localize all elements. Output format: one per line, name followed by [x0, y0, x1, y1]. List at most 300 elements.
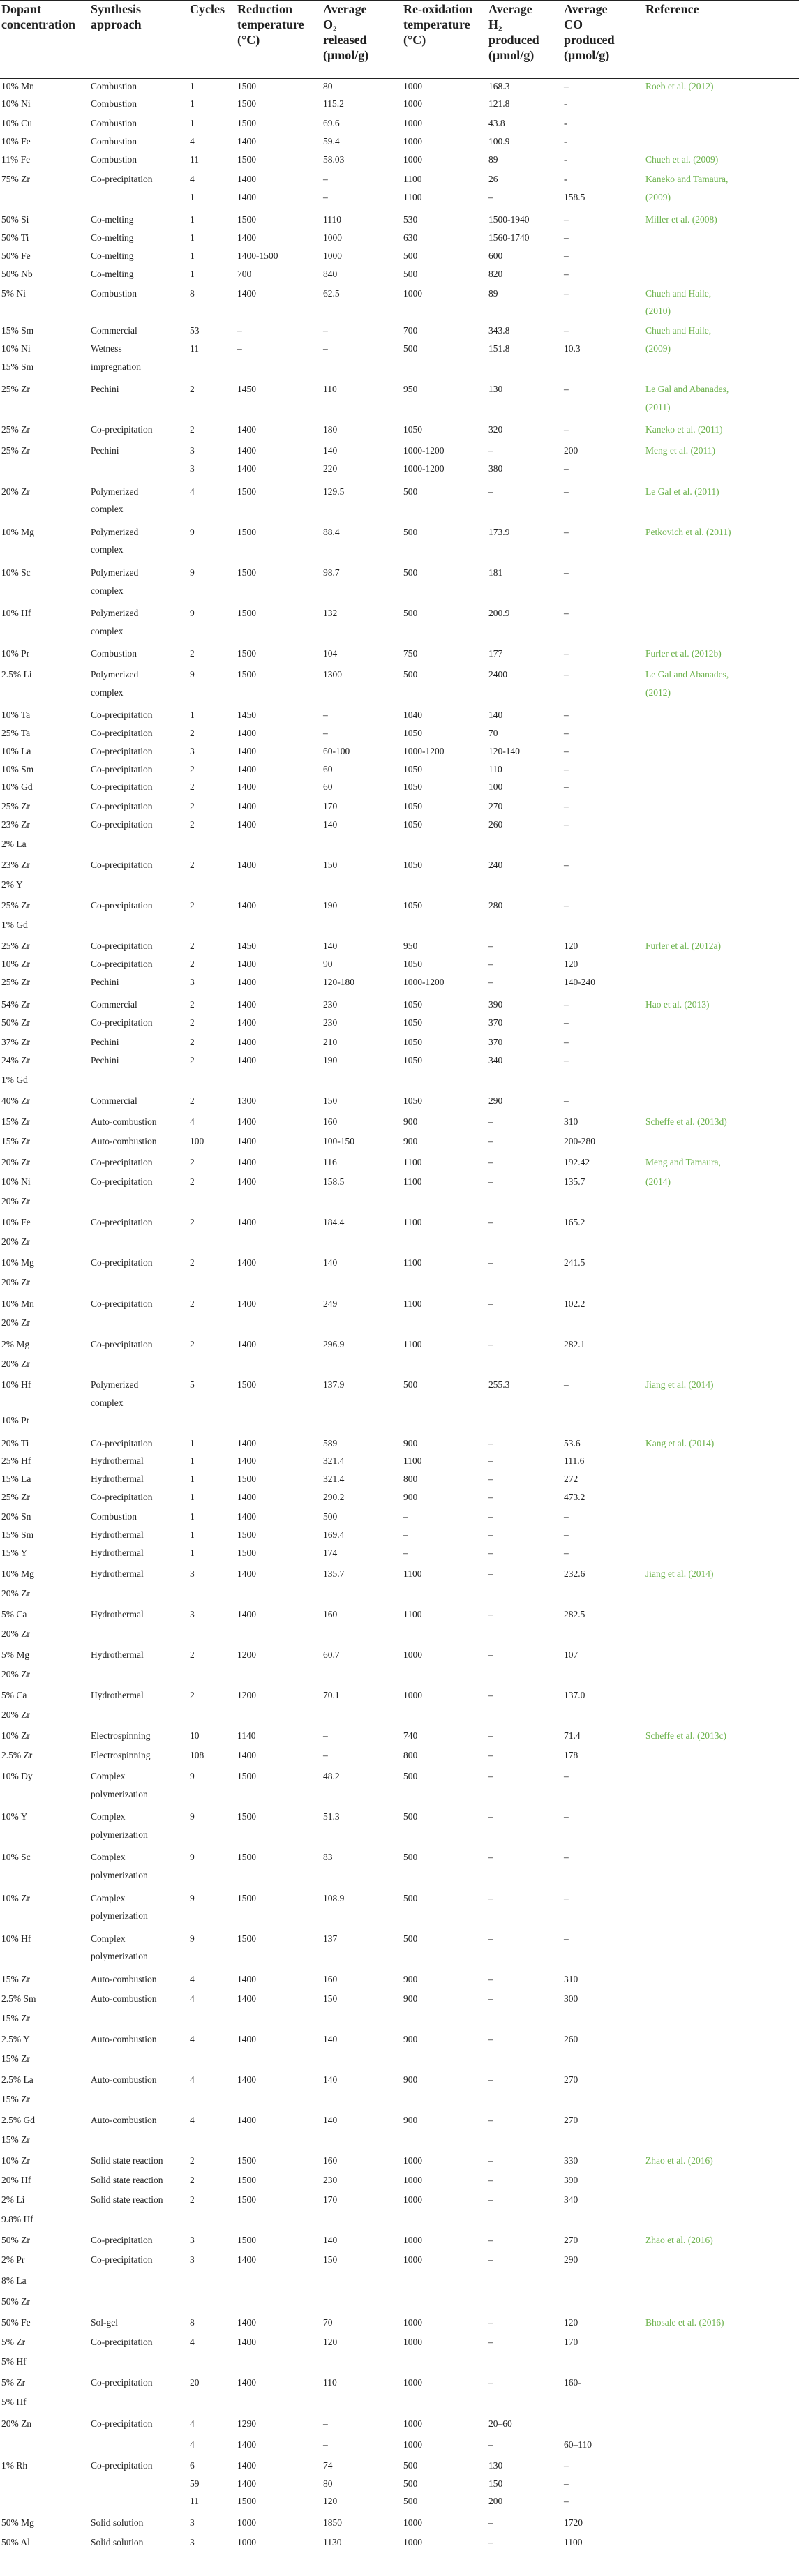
- table-cell-o2: 60.7: [323, 1649, 340, 1660]
- table-cell-synth: Hydrothermal: [91, 1529, 144, 1540]
- table-cell-reox: 500: [403, 669, 418, 680]
- table-cell-red: 1400: [237, 424, 256, 435]
- table-cell-synth: Co-precipitation: [91, 746, 153, 756]
- table-cell-co: 10.3: [564, 343, 581, 354]
- table-cell-cyc: 11: [190, 343, 199, 354]
- table-cell-synth: Wetness: [91, 343, 122, 354]
- table-cell-red: 1400: [237, 1157, 256, 1167]
- table-cell-reox: 1000: [403, 2418, 422, 2429]
- column-header-co: (μmol/g): [564, 48, 610, 62]
- table-cell-o2: 90: [323, 959, 333, 969]
- table-cell-reox: 500: [403, 486, 418, 497]
- table-cell-co: –: [564, 2478, 569, 2489]
- table-cell-red: 1500: [237, 2194, 256, 2205]
- table-cell-reox: 1050: [403, 764, 422, 774]
- table-cell-o2: 137: [323, 1933, 338, 1944]
- table-cell-cyc: 4: [190, 1116, 195, 1127]
- table-cell-red: 1500: [237, 1529, 256, 1540]
- table-cell-red: 1500: [237, 2235, 256, 2245]
- table-cell-h2: 110: [488, 764, 502, 774]
- table-cell-o2: 184.4: [323, 1217, 345, 1227]
- table-cell-o2: 321.4: [323, 1455, 345, 1466]
- table-cell-o2: –: [323, 325, 328, 336]
- table-cell-co: –: [564, 1529, 569, 1540]
- table-cell-co: 53.6: [564, 1438, 581, 1448]
- table-cell-cyc: 1: [190, 214, 195, 225]
- table-cell-reox: 1050: [403, 1055, 422, 1065]
- table-cell-h2: 343.8: [488, 325, 510, 336]
- table-cell-reox: 1100: [403, 1298, 422, 1309]
- table-cell-red: 1400: [237, 1609, 256, 1619]
- reference-link[interactable]: Jiang et al. (2014): [645, 1379, 714, 1390]
- reference-link[interactable]: (2009): [645, 192, 671, 202]
- table-cell-h2: 1500-1940: [488, 214, 530, 225]
- table-cell-synth: polymerization: [91, 1951, 148, 1961]
- table-cell-reox: 500: [403, 250, 418, 261]
- table-cell-h2: 255.3: [488, 1379, 510, 1390]
- table-cell-red: 1500: [237, 608, 256, 618]
- table-cell-co: 158.5: [564, 192, 585, 202]
- table-cell-o2: 150: [323, 1095, 338, 1106]
- table-cell-co: –: [564, 1811, 569, 1822]
- table-cell-cyc: 9: [190, 567, 195, 578]
- table-cell-red: 1500: [237, 2155, 256, 2166]
- table-cell-co: 160-: [564, 2377, 581, 2388]
- table-cell-h2: –: [488, 1257, 493, 1268]
- table-cell-h2: 120-140: [488, 746, 520, 756]
- table-cell-cyc: 3: [190, 977, 195, 987]
- table-cell-reox: 1050: [403, 900, 422, 911]
- table-cell-cyc: 4: [190, 2074, 195, 2085]
- reference-link[interactable]: Petkovich et al. (2011): [645, 527, 731, 537]
- reference-link[interactable]: Zhao et al. (2016): [645, 2235, 713, 2245]
- table-cell-dopant: 50% Fe: [1, 250, 31, 261]
- reference-link[interactable]: (2012): [645, 687, 671, 698]
- table-cell-reox: –: [403, 1511, 408, 1522]
- table-cell-h2: 140: [488, 710, 503, 720]
- column-header-dopant: Dopant: [1, 2, 42, 16]
- table-cell-synth: Combustion: [91, 118, 137, 128]
- table-cell-co: 270: [564, 2235, 578, 2245]
- table-cell-dopant: 20% Zr: [1, 1588, 30, 1598]
- table-cell-h2: 370: [488, 1037, 503, 1047]
- table-cell-cyc: 2: [190, 1690, 195, 1700]
- table-cell-synth: Complex: [91, 1811, 126, 1822]
- table-cell-h2: –: [488, 1893, 493, 1903]
- table-cell-synth: Complex: [91, 1933, 126, 1944]
- table-cell-reox: 1000-1200: [403, 977, 445, 987]
- table-cell-cyc: 9: [190, 1811, 195, 1822]
- table-cell-dopant: 15% Zr: [1, 2053, 30, 2064]
- table-cell-synth: Pechini: [91, 977, 119, 987]
- table-cell-co: –: [564, 781, 569, 792]
- table-cell-cyc: 4: [190, 136, 195, 147]
- reference-link[interactable]: Furler et al. (2012b): [645, 648, 722, 659]
- table-cell-o2: 69.6: [323, 118, 340, 128]
- table-cell-h2: –: [488, 1116, 493, 1127]
- table-cell-synth: Solid state reaction: [91, 2194, 163, 2205]
- table-cell-o2: –: [323, 192, 328, 202]
- table-cell-reox: 500: [403, 1771, 418, 1781]
- table-cell-o2: 80: [323, 2478, 333, 2489]
- table-cell-synth: Co-precipitation: [91, 1339, 153, 1349]
- table-cell-co: 140-240: [564, 977, 595, 987]
- table-cell-red: 1450: [237, 384, 256, 394]
- table-cell-dopant: 10% Mg: [1, 1257, 34, 1268]
- reference-link[interactable]: Zhao et al. (2016): [645, 2155, 713, 2166]
- table-cell-reox: 800: [403, 1474, 418, 1484]
- table-cell-cyc: 53: [190, 325, 200, 336]
- table-cell-synth: Combustion: [91, 154, 137, 165]
- table-cell-co: 232.6: [564, 1568, 585, 1579]
- table-cell-o2: 170: [323, 801, 338, 811]
- table-cell-dopant: 50% Fe: [1, 2317, 31, 2328]
- table-cell-co: 60–110: [564, 2439, 592, 2450]
- table-cell-red: 1400: [237, 1298, 256, 1309]
- table-cell-o2: –: [323, 343, 328, 354]
- table-cell-h2: 89: [488, 288, 498, 299]
- reference-link[interactable]: Meng et al. (2011): [645, 445, 715, 456]
- column-header-reox: temperature: [403, 17, 470, 31]
- table-cell-synth: Combustion: [91, 1511, 137, 1522]
- table-cell-dopant: 2% La: [1, 839, 27, 849]
- table-cell-synth: Co-precipitation: [91, 2337, 153, 2347]
- table-cell-red: 1140: [237, 1730, 256, 1741]
- table-cell-synth: Co-precipitation: [91, 860, 153, 870]
- reference-link[interactable]: Scheffe et al. (2013d): [645, 1116, 727, 1127]
- table-cell-red: 1500: [237, 1548, 256, 1558]
- table-cell-synth: Co-melting: [91, 214, 134, 225]
- table-cell-synth: Combustion: [91, 288, 137, 299]
- table-cell-dopant: 2% Pr: [1, 2254, 25, 2265]
- table-cell-dopant: 10% Mg: [1, 527, 34, 537]
- table-cell-co: –: [564, 728, 569, 738]
- table-cell-h2: –: [488, 2115, 493, 2125]
- table-cell-cyc: 4: [190, 1993, 195, 2004]
- table-cell-dopant: 10% Zr: [1, 1730, 30, 1741]
- table-cell-o2: 129.5: [323, 486, 345, 497]
- table-cell-red: –: [237, 325, 242, 336]
- table-cell-red: 1500: [237, 1771, 256, 1781]
- table-cell-reox: 1050: [403, 801, 422, 811]
- table-cell-synth: Co-precipitation: [91, 2235, 153, 2245]
- table-cell-synth: Co-precipitation: [91, 1017, 153, 1028]
- table-cell-co: –: [564, 819, 569, 830]
- table-cell-reox: 1000: [403, 288, 422, 299]
- table-cell-h2: 151.8: [488, 343, 510, 354]
- table-cell-cyc: 6: [190, 2460, 195, 2471]
- table-cell-dopant: 15% Zr: [1, 2094, 30, 2104]
- table-cell-dopant: 2.5% Zr: [1, 1750, 33, 1760]
- table-cell-h2: 20–60: [488, 2418, 512, 2429]
- table-cell-synth: Auto-combustion: [91, 1136, 157, 1146]
- table-cell-h2: –: [488, 1933, 493, 1944]
- table-cell-h2: 177: [488, 648, 503, 659]
- table-cell-red: 1400: [237, 2034, 256, 2044]
- table-cell-synth: complex: [91, 626, 124, 636]
- table-cell-h2: 150: [488, 2478, 503, 2489]
- table-cell-dopant: 20% Zr: [1, 1628, 30, 1639]
- table-cell-red: 1400-1500: [237, 250, 278, 261]
- table-cell-h2: –: [488, 1974, 493, 1984]
- table-cell-h2: –: [488, 1852, 493, 1862]
- table-cell-cyc: 1: [190, 98, 195, 109]
- table-cell-co: -: [564, 98, 567, 109]
- reference-link[interactable]: Chueh et al. (2009): [645, 154, 719, 165]
- table-cell-h2: –: [488, 1511, 493, 1522]
- reference-link[interactable]: Le Gal and Abanades,: [645, 384, 729, 394]
- reference-link[interactable]: (2014): [645, 1176, 671, 1187]
- reference-link[interactable]: Le Gal et al. (2011): [645, 486, 719, 497]
- table-cell-synth: Polymerized: [91, 527, 139, 537]
- table-cell-co: 178: [564, 1750, 578, 1760]
- table-cell-red: 1000: [237, 2517, 256, 2528]
- table-cell-dopant: 20% Zr: [1, 1709, 30, 1720]
- table-cell-o2: 120: [323, 2337, 338, 2347]
- table-cell-co: –: [564, 1055, 569, 1065]
- table-cell-reox: 500: [403, 2478, 418, 2489]
- table-cell-o2: 110: [323, 384, 337, 394]
- table-cell-h2: –: [488, 1690, 493, 1700]
- table-cell-h2: –: [488, 1609, 493, 1619]
- table-cell-o2: –: [323, 2418, 328, 2429]
- table-cell-h2: –: [488, 1438, 493, 1448]
- reference-link[interactable]: Kang et al. (2014): [645, 1438, 715, 1448]
- table-cell-h2: 168.3: [488, 81, 510, 91]
- table-top-rule: [0, 0, 799, 1]
- table-cell-synth: Pechini: [91, 1037, 119, 1047]
- table-cell-dopant: 2.5% Y: [1, 2034, 30, 2044]
- column-header-reox: Re-oxidation: [403, 2, 472, 16]
- table-cell-h2: 70: [488, 728, 498, 738]
- table-cell-synth: Auto-combustion: [91, 1993, 157, 2004]
- table-cell-red: 1400: [237, 999, 256, 1010]
- table-cell-reox: 900: [403, 1116, 418, 1127]
- table-cell-o2: 108.9: [323, 1893, 345, 1903]
- table-cell-synth: Combustion: [91, 136, 137, 147]
- table-cell-dopant: 20% Zr: [1, 486, 30, 497]
- table-cell-synth: Co-precipitation: [91, 1217, 153, 1227]
- table-cell-reox: 1000: [403, 2377, 422, 2388]
- table-cell-o2: 137.9: [323, 1379, 345, 1390]
- table-cell-red: 1400: [237, 463, 256, 474]
- table-cell-dopant: 15% La: [1, 1474, 31, 1484]
- table-cell-red: 1400: [237, 959, 256, 969]
- table-cell-red: 1400: [237, 445, 256, 456]
- table-cell-cyc: 1: [190, 710, 195, 720]
- table-cell-o2: 132: [323, 608, 338, 618]
- reference-link[interactable]: (2010): [645, 306, 671, 316]
- table-cell-reox: 1100: [403, 1455, 422, 1466]
- table-cell-synth: Hydrothermal: [91, 1474, 144, 1484]
- table-cell-cyc: 2: [190, 900, 195, 911]
- table-cell-reox: 1000: [403, 2537, 422, 2547]
- table-cell-synth: Co-precipitation: [91, 959, 153, 969]
- table-cell-o2: 160: [323, 1609, 338, 1619]
- table-cell-dopant: 20% Ti: [1, 1438, 29, 1448]
- table-cell-synth: Polymerized: [91, 1379, 139, 1390]
- table-cell-co: 71.4: [564, 1730, 581, 1741]
- table-cell-dopant: 10% Dy: [1, 1771, 33, 1781]
- reference-link[interactable]: Kaneko et al. (2011): [645, 424, 723, 435]
- table-cell-co: 192.42: [564, 1157, 590, 1167]
- table-cell-co: –: [564, 2496, 569, 2506]
- table-cell-reox: 1000: [403, 2517, 422, 2528]
- table-cell-synth: Hydrothermal: [91, 1649, 144, 1660]
- table-cell-dopant: 9.8% Hf: [1, 2214, 33, 2224]
- table-cell-o2: 170: [323, 2194, 338, 2205]
- table-cell-dopant: 37% Zr: [1, 1037, 30, 1047]
- table-cell-reox: 1000: [403, 2254, 422, 2265]
- table-cell-cyc: 2: [190, 1176, 195, 1187]
- table-cell-red: 1400: [237, 1750, 256, 1760]
- reference-link[interactable]: Jiang et al. (2014): [645, 1568, 714, 1579]
- table-cell-synth: Auto-combustion: [91, 2034, 157, 2044]
- column-header-dopant: concentration: [1, 17, 75, 31]
- table-cell-h2: 820: [488, 269, 503, 279]
- table-cell-h2: –: [488, 959, 493, 969]
- table-cell-dopant: 10% Sc: [1, 1852, 31, 1862]
- table-cell-co: 1100: [564, 2537, 583, 2547]
- table-cell-reox: 1000: [403, 118, 422, 128]
- table-cell-h2: 200: [488, 2496, 503, 2506]
- table-cell-dopant: 1% Rh: [1, 2460, 28, 2471]
- table-cell-reox: 630: [403, 232, 418, 243]
- reference-link[interactable]: Meng and Tamaura,: [645, 1157, 721, 1167]
- table-cell-cyc: 2: [190, 801, 195, 811]
- table-cell-synth: Hydrothermal: [91, 1548, 144, 1558]
- table-cell-co: –: [564, 1548, 569, 1558]
- table-cell-o2: 1110: [323, 214, 341, 225]
- table-cell-reox: 1050: [403, 1017, 422, 1028]
- table-cell-co: –: [564, 232, 569, 243]
- table-cell-dopant: 20% Zn: [1, 2418, 32, 2429]
- reference-link[interactable]: Kaneko and Tamaura,: [645, 174, 729, 184]
- table-cell-h2: –: [488, 445, 493, 456]
- table-cell-red: 1000: [237, 2537, 256, 2547]
- table-cell-red: 1400: [237, 1492, 256, 1502]
- table-cell-reox: 800: [403, 1750, 418, 1760]
- table-cell-h2: 270: [488, 801, 503, 811]
- table-cell-dopant: 10% Hf: [1, 608, 31, 618]
- reference-link[interactable]: Chueh and Haile,: [645, 325, 712, 336]
- table-cell-o2: 1300: [323, 669, 342, 680]
- table-cell-red: 1200: [237, 1690, 256, 1700]
- table-cell-co: 120: [564, 2317, 578, 2328]
- reference-link[interactable]: Chueh and Haile,: [645, 288, 712, 299]
- table-cell-cyc: 2: [190, 1017, 195, 1028]
- table-cell-dopant: 10% Zr: [1, 2155, 30, 2166]
- table-cell-synth: Auto-combustion: [91, 1974, 157, 1984]
- table-cell-red: 1400: [237, 2439, 256, 2450]
- table-cell-dopant: 25% Zr: [1, 445, 30, 456]
- table-cell-synth: Co-precipitation: [91, 2460, 153, 2471]
- table-cell-o2: 150: [323, 2254, 338, 2265]
- table-cell-co: 340: [564, 2194, 578, 2205]
- table-cell-cyc: 2: [190, 764, 195, 774]
- table-cell-reox: 500: [403, 2460, 418, 2471]
- table-cell-cyc: 1: [190, 192, 195, 202]
- table-cell-o2: 230: [323, 1017, 338, 1028]
- table-cell-red: 1300: [237, 1095, 256, 1106]
- reference-link[interactable]: Scheffe et al. (2013c): [645, 1730, 726, 1741]
- table-cell-h2: –: [488, 2074, 493, 2085]
- table-cell-co: -: [564, 174, 567, 184]
- table-cell-red: 1400: [237, 1217, 256, 1227]
- table-cell-dopant: 15% Sm: [1, 325, 34, 336]
- table-cell-o2: 290.2: [323, 1492, 345, 1502]
- table-cell-synth: Commercial: [91, 325, 137, 336]
- table-cell-cyc: 2: [190, 819, 195, 830]
- table-cell-dopant: 2% Li: [1, 2194, 25, 2205]
- table-cell-o2: 140: [323, 2034, 338, 2044]
- table-cell-dopant: 15% Zr: [1, 1974, 30, 1984]
- table-cell-cyc: 4: [190, 1974, 195, 1984]
- table-cell-cyc: 9: [190, 1893, 195, 1903]
- table-cell-reox: 1000: [403, 2155, 422, 2166]
- reference-link[interactable]: Bhosale et al. (2016): [645, 2317, 724, 2328]
- table-cell-cyc: 2: [190, 1055, 195, 1065]
- column-header-synth: Synthesis: [91, 2, 142, 16]
- table-cell-cyc: 4: [190, 2439, 195, 2450]
- table-cell-cyc: 3: [190, 2537, 195, 2547]
- table-cell-reox: 1100: [403, 1176, 422, 1187]
- table-cell-synth: Polymerized: [91, 567, 139, 578]
- table-cell-synth: Commercial: [91, 999, 137, 1010]
- table-cell-h2: –: [488, 1455, 493, 1466]
- table-cell-cyc: 9: [190, 1852, 195, 1862]
- table-cell-red: 1400: [237, 764, 256, 774]
- reference-link[interactable]: Roeb et al. (2012): [645, 81, 714, 91]
- reference-link[interactable]: (2011): [645, 402, 671, 412]
- table-cell-cyc: 3: [190, 2517, 195, 2528]
- reference-link[interactable]: Miller et al. (2008): [645, 214, 717, 225]
- reference-link[interactable]: Le Gal and Abanades,: [645, 669, 729, 680]
- table-cell-co: 120: [564, 959, 578, 969]
- table-cell-dopant: 2% Mg: [1, 1339, 30, 1349]
- reference-link[interactable]: Furler et al. (2012a): [645, 941, 721, 951]
- table-cell-dopant: 50% Zr: [1, 2235, 30, 2245]
- table-cell-red: 700: [237, 269, 252, 279]
- table-cell-cyc: 2: [190, 1649, 195, 1660]
- table-cell-dopant: 25% Zr: [1, 941, 30, 951]
- column-header-o2: Average: [323, 2, 367, 16]
- table-cell-h2: –: [488, 486, 493, 497]
- reference-link[interactable]: Hao et al. (2013): [645, 999, 710, 1010]
- table-cell-reox: 500: [403, 1379, 418, 1390]
- table-cell-cyc: 1: [190, 81, 195, 91]
- table-cell-dopant: 2.5% Li: [1, 669, 32, 680]
- table-cell-synth: complex: [91, 504, 124, 514]
- table-cell-co: –: [564, 463, 569, 474]
- table-cell-cyc: 20: [190, 2377, 200, 2388]
- table-cell-dopant: 20% Hf: [1, 2175, 31, 2185]
- table-cell-cyc: 2: [190, 1157, 195, 1167]
- reference-link[interactable]: (2009): [645, 343, 671, 354]
- table-cell-synth: Co-precipitation: [91, 1492, 153, 1502]
- table-cell-o2: 500: [323, 1511, 338, 1522]
- table-cell-dopant: 15% Y: [1, 1548, 28, 1558]
- table-cell-h2: –: [488, 2439, 493, 2450]
- table-cell-cyc: 8: [190, 2317, 195, 2328]
- table-cell-co: 241.5: [564, 1257, 585, 1268]
- table-cell-dopant: 5% Hf: [1, 2356, 27, 2367]
- table-cell-reox: –: [403, 1548, 408, 1558]
- table-cell-red: 1400: [237, 288, 256, 299]
- table-cell-red: 1500: [237, 486, 256, 497]
- table-cell-cyc: 1: [190, 1529, 195, 1540]
- table-cell-reox: 900: [403, 1974, 418, 1984]
